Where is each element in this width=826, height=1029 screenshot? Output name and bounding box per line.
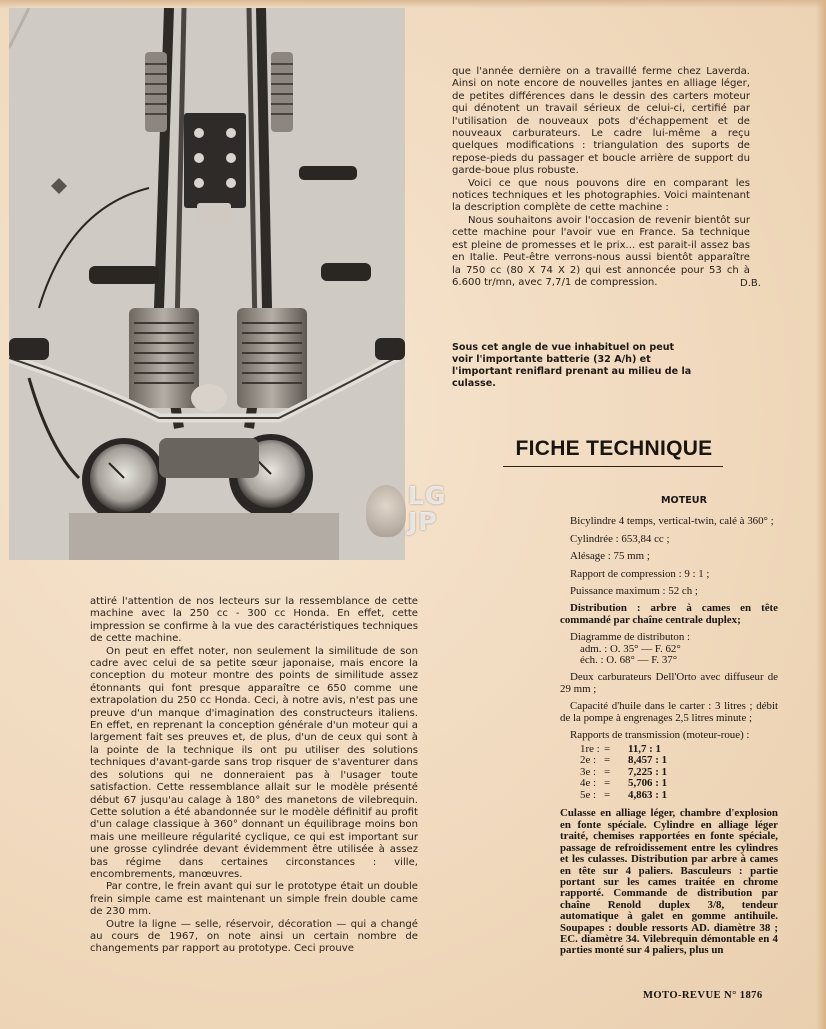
spec-adm: adm. : O. 35° — F. 62° — [580, 642, 681, 655]
paragraph: attiré l'attention de nos lecteurs sur la ressemblance de cette machine avec la 250 cc - 300 cc Honda. En effet, cette impression se confirme à la vue des caractéristiques techniques de cette machine. — [90, 596, 418, 645]
page-footer: MOTO-REVUE N° 1876 — [643, 990, 763, 1001]
spec-huile: Capacité d'huile dans le carter : 3 litres ; débit de la pompe à engrenages 2,5 litres minute ; — [560, 700, 778, 724]
spec-cylindree: Cylindrée : 653,84 cc ; — [570, 532, 670, 545]
article-body — [90, 596, 418, 956]
watermark-text-top: LG — [408, 481, 447, 510]
gear-value: 11,7 : 1 — [628, 742, 661, 755]
spec-rapports-title: Rapports de transmission (moteur-roue) : — [570, 729, 750, 742]
spec-ech: éch. : O. 68° — F. 37° — [580, 654, 678, 667]
gear-label: 5e : — [580, 788, 597, 801]
gear-value: 5,706 : 1 — [628, 777, 668, 790]
gear-ratio-row — [580, 755, 778, 767]
paragraph: Nous souhaitons avoir l'occasion de revenir bientôt sur cette machine pour l'avoir vue en France. Sa technique est pleine de promesses et le prix... est parait-il assez bas en Italie. Peut-être verrons-nous aussi bientôt apparaître la 750 cc (80 X 74 X 2) qui est annoncée pour 53 ch à 6.600 tr/mn, avec 7,7/1 de compression. — [452, 214, 750, 288]
article-continuation-top — [452, 66, 750, 289]
gear-equals: = — [604, 777, 611, 790]
gear-label: 2e : — [580, 754, 597, 767]
gear-value: 8,457 : 1 — [628, 754, 668, 767]
page-edge-shadow-right — [816, 0, 826, 1029]
spec-puissance: Puissance maximum : 52 ch ; — [570, 585, 698, 598]
portrait-icon — [366, 485, 406, 537]
section-title: FICHE TECHNIQUE — [515, 437, 713, 460]
moteur-heading: MOTEUR — [661, 495, 707, 506]
spec-type: Bicylindre 4 temps, vertical-twin, calé à 360° ; — [570, 515, 774, 528]
paragraph: Voici ce que nous pouvons dire en comparant les notices techniques et les photographies. Voici maintenant la description complète de cette machine : — [452, 177, 750, 214]
gear-equals: = — [604, 765, 611, 778]
gear-value: 7,225 : 1 — [628, 765, 668, 778]
gear-equals: = — [604, 788, 611, 801]
gear-equals: = — [604, 754, 611, 767]
gear-ratio-row — [580, 790, 778, 802]
spec-carburateurs: Deux carburateurs Dell'Orto avec diffuseur de 29 mm ; — [560, 671, 778, 695]
gear-label: 4e : — [580, 777, 597, 790]
spec-culasse: Culasse en alliage léger, chambre d'explosion en fonte spéciale. Cylindre en alliage léger traité, chemises rapportées en fonte spéciale, passage de refroidissement entre les cylindres et les culasses. Distribution par arbre à cames en tête sur 4 paliers. Basculeurs : partie portant sur les cames traitée en chrome rapporté. Commande de distribution par chaîne Renold duplex 3/8, tendeur automatique à galet en gomme antihuile. Soupapes : double ressorts AD. diamètre 38 ; EC. diamètre 34. Vilebrequin démontable en 4 parties monté sur 4 paliers, plus un — [560, 807, 778, 957]
spec-distribution: Distribution : arbre à cames en tête commandé par chaîne centrale duplex; — [560, 602, 778, 626]
motorcycle-photo — [9, 8, 405, 560]
tech-spec-column — [560, 495, 778, 963]
page-edge-shadow — [0, 0, 826, 8]
photo-caption: Sous cet angle de vue inhabituel on peut voir l'importante batterie (32 A/h) et l'important reniflard prenant au milieu de la culasse. — [452, 342, 692, 389]
author-signature: D.B. — [740, 278, 761, 289]
paragraph: que l'année dernière on a travaillé ferme chez Laverda. Ainsi on note encore de nouvelles jantes en alliage léger, de petites différences dans le dessin des carters moteur qui dénotent un travail sérieux de celui-ci, certifié par l'utilisation de nouveaux pots d'échappement et de nouveaux carburateurs. Le cadre lui-même a reçu quelques modifications : triangulation des suports de repose-pieds du passager et boucle arrière de support du garde-boue plus robuste. — [452, 66, 750, 177]
paragraph: Outre la ligne — selle, réservoir, décoration — qui a changé au cours de 1967, on note ainsi un certain nombre de changements par rapport au prototype. Ceci prouve — [90, 918, 418, 955]
gear-label: 3e : — [580, 765, 597, 778]
paragraph: On peut en effet noter, non seulement la similitude de son cadre avec celui de sa petite sœur japonaise, mais encore la conception du moteur montre des points de similitude assez étonnants qui font presque apparaître ce 650 comme une extrapolation du 250 cc Honda. Ceci, à notre avis, n'est pas une preuve d'un manque d'imagination des constructeurs italiens. En effet, en reprenant la conception générale d'un moteur qui a largement fait ses preuves et, de plus, d'un de ceux qui sont à la pointe de la technique ils ont pu utiliser des solutions techniques d'avant-garde sans trop risquer de s'aventurer dans des solutions qui ne donneraient pas à l'usager toute satisfaction. Cette ressemblance allait sur le modèle présenté début 67 jusqu'au calage à 180° des manetons de vilebrequin. Cette solution a été abandonnée sur le modèle définitif au profit d'un calage classique à 360° donnant un équilibrage moins bon mais une meilleure régularité cyclique, ce qui est important sur une grosse cylindrée devant évidemment être utilisée à assez bas régime dans certaines circonstances : ville, encombrements, manœuvres. — [90, 645, 418, 880]
spec-diagramme: Diagramme de distributon : — [570, 631, 691, 644]
watermark-text-bottom: JP — [408, 507, 438, 536]
gear-ratio-list — [580, 744, 778, 802]
watermark-logo — [366, 483, 461, 543]
spec-alesage: Alésage : 75 mm ; — [570, 550, 650, 563]
spec-compression: Rapport de compression : 9 : 1 ; — [570, 567, 710, 580]
title-underline — [503, 466, 723, 467]
gear-label: 1re : — [580, 742, 600, 755]
gear-equals: = — [604, 742, 611, 755]
paragraph: Par contre, le frein avant qui sur le prototype était un double frein simple came est maintenant un simple frein double came de 230 mm. — [90, 881, 418, 918]
gear-value: 4,863 : 1 — [628, 788, 668, 801]
